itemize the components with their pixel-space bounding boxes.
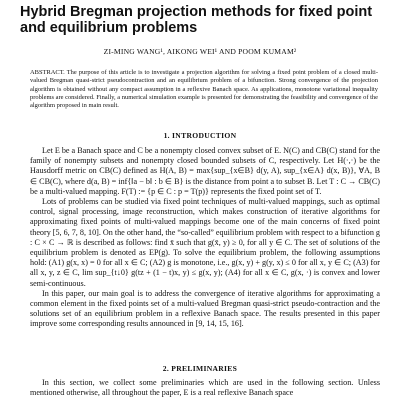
section-preliminaries bbox=[30, 378, 380, 398]
section-heading-preliminaries: 2. PRELIMINARIES bbox=[162, 364, 238, 373]
intro-paragraph-1: Let E be a Banach space and C be a nonempty closed convex subset of E. N(C) and CB(C) stand for the family of nonempty subsets and nonempty closed bounded subsets of C, respectively. Let H(·,·) be the Hausdorff metric on CB(C) defined as H(A, B) = max{sup_{x∈B} d(y, A), sup_{x∈A} d(x, B)}, ∀A, B ∈ CB(C), where d(a, B) = inf{‖a − b‖ : b ∈ B} is the distance from point a to subset B. Let T : C → CB(C) be a multi-valued mapping. F(T) := {p ∈ C : p = T(p)} represents the fixed point set of T. bbox=[30, 146, 380, 196]
abstract-label: ABSTRACT. bbox=[30, 69, 65, 76]
intro-paragraph-2: Lots of problems can be studied via fixed point techniques of multi-valued mappings, such as optimal control, signal processing, image reconstruction, which makes construction of iterative algorithms for approximating fixed points of multi-valued mappings become one of the main concerns of fixed point theory [5, 6, 7, 8, 10]. On the other hand, the “so-called” equilibrium problem with respect to a bifunction g : C × C → ℝ is described as follows: find x̄ such that g(x̄, y) ≥ 0, for all y ∈ C. The set of solutions of the equilibrium problem is denoted as EP(g). To solve the equilibrium problem, the following assumptions hold: (A1) g(x, x) = 0 for all x ∈ C; (A2) g is monotone, i.e., g(x, y) + g(y, x) ≤ 0 for all x, y ∈ C; (A3) for all x, y, z ∈ C, lim sup_{t↓0} g(tz + (1 − t)x, y) ≤ g(x, y); (A4) for all x ∈ C, g(x, ·) is convex and lower semi-continuous. bbox=[30, 197, 380, 288]
section-heading-introduction: 1. INTRODUCTION bbox=[163, 131, 237, 140]
abstract-text: The purpose of this article is to investigate a projection algorithm for solving a fixed point problem of a closed multi-valued Bregman quasi-strict pseudocontraction and an equilibrium problem of a bifunction. Strong convergence of the projection algorithm is obtained without any compact assumption in a reflexive Banach space. As applications, monotone variational inequality problems are considered. Finally, a numerical simulation example is presented for demonstrating the feasibility and convergence of the algorithm proposed in main result. bbox=[30, 69, 378, 110]
paper-authors: ZI-MING WANG¹, AIKONG WEI¹ AND POOM KUMAM² bbox=[103, 47, 297, 56]
section-introduction bbox=[30, 146, 380, 330]
abstract bbox=[30, 69, 378, 110]
preliminaries-paragraph-1: In this section, we collect some preliminaries which are used in the following section. Unless mentioned otherwise, all throughout the paper, E is a real reflexive Banach space bbox=[30, 378, 380, 398]
paper-title: Hybrid Bregman projection methods for fixed point and equilibrium problems bbox=[20, 4, 373, 36]
intro-paragraph-3: In this paper, our main goal is to address the convergence of iterative algorithms for approximating a common element in the fixed points set of a multi-valued Bregman quasi-strict pseudo-contraction and the solutions set of an equilibrium problem in a reflexive Banach space. The results presented in this paper improve some corresponding results announced in [9, 14, 15, 16]. bbox=[30, 288, 380, 329]
